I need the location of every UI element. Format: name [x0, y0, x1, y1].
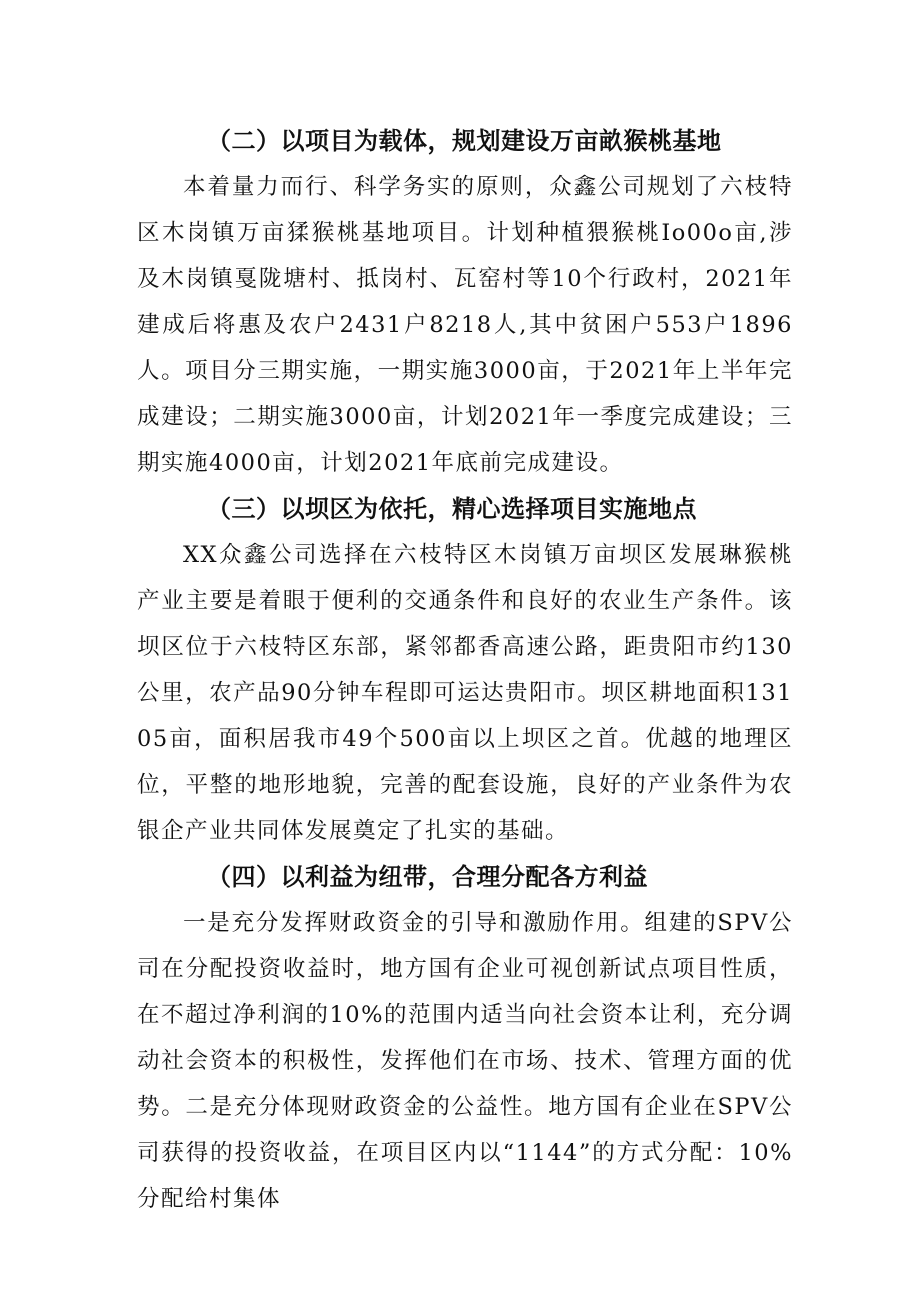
section-paragraph: 一是充分发挥财政资金的引导和激励作用。组建的SPV公司在分配投资收益时，地方国有企业可视创新试点项目性质，在不超过净利润的10%的范围内适当向社会资本让利，充分调动社会资本的积极性，发挥他们在市场、技术、管理方面的优势。二是充分体现财政资金的公益性。地方国有企业在SPV公司获得的投资收益，在项目区内以“1144”的方式分配：10%分配给村集体 [137, 910, 793, 1212]
document-body [137, 118, 793, 1222]
section-paragraph: XX众鑫公司选择在六枝特区木岗镇万亩坝区发展琳猴桃产业主要是着眼于便利的交通条件和良好的农业生产条件。该坝区位于六枝特区东部，紧邻都香高速公路，距贵阳市约130公里，农产品90分钟车程即可运达贵阳市。坝区耕地面积13105亩，面积居我市49个500亩以上坝区之首。优越的地理区位，平整的地形地貌，完善的配套设施，良好的产业条件为农银企产业共同体发展奠定了扎实的基础。 [137, 542, 793, 844]
section-heading-2: （二）以项目为载体，规划建设万亩畝猴桃基地 [207, 127, 722, 155]
section-heading-3: （三）以坝区为依托，精心选择项目实施地点 [207, 495, 697, 523]
section-heading-4: （四）以利益为纽带，合理分配各方利益 [207, 863, 648, 891]
section-paragraph: 本着量力而行、科学务实的原则，众鑫公司规划了六枝特区木岗镇万亩猱猴桃基地项目。计划种植猥猴桃Io00o亩,涉及木岗镇戛陇塘村、抵岗村、瓦窑村等10个行政村，2021年建成后将惠及农户2431户8218人,其中贫困户553户1896人。项目分三期实施，一期实施3000亩，于2021年上半年完成建设；二期实施3000亩，计划2021年一季度完成建设；三期实施4000亩，计划2021年底前完成建设。 [137, 174, 793, 476]
